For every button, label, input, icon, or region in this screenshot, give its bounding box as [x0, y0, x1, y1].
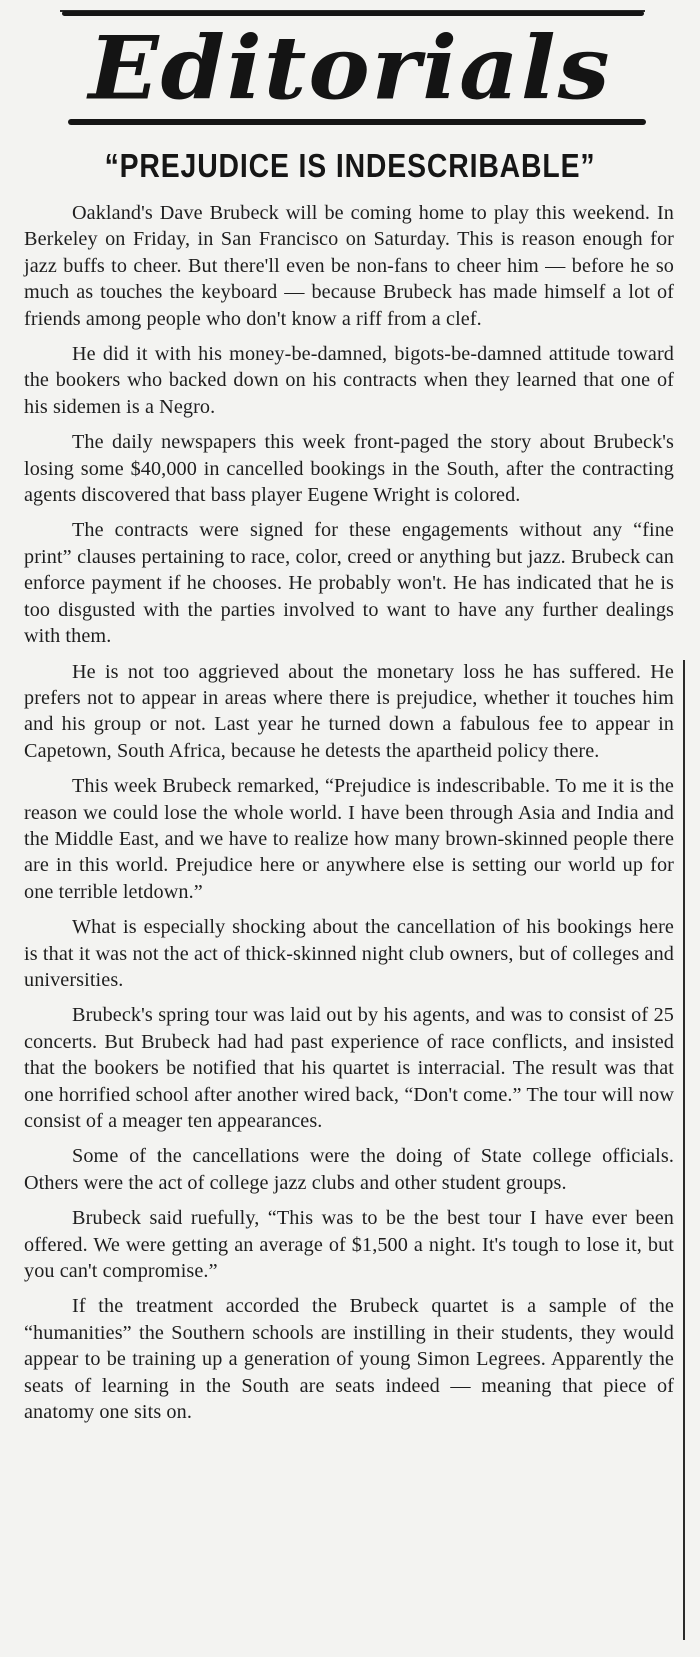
masthead-underline	[68, 119, 646, 125]
paragraph: This week Brubeck remarked, “Prejudice is indescribable. To me it is the reason we could lose the whole world. I have been through Asia and India and the Middle East, and we have to realize how many brown-skinned people there are in this world. Prejudice here or anywhere else is setting our world up for one terrible letdown.”	[24, 775, 674, 903]
paragraph: Oakland's Dave Brubeck will be coming home to play this weekend. In Berkeley on Friday, in San Francisco on Saturday. This is reason enough for jazz buffs to cheer. But there'll even be non-fans to cheer him — before he so much as touches the keyboard — because Brubeck has made himself a lot of friends among people who don't know a riff from a clef.	[24, 202, 674, 330]
paragraph: The daily newspapers this week front-paged the story about Brubeck's losing some $40,000 in cancelled bookings in the South, after the contracting agents discovered that bass player Eugene Wright is colored.	[24, 431, 674, 507]
paragraph: The contracts were signed for these engagements without any “fine print” clauses pertaining to race, color, creed or anything but jazz. Brubeck can enforce payment if he chooses. He probably won't. He has indicated that he is too disgusted with the parties involved to want to have any further dealings with them.	[24, 519, 674, 648]
top-rule	[62, 11, 644, 16]
article-headline: “PREJUDICE IS INDESCRIBABLE”	[104, 147, 596, 184]
column-rule	[683, 660, 685, 1640]
paragraph: He did it with his money-be-damned, bigots-be-damned attitude toward the bookers who backed down on his contracts when they learned that one of his sidemen is a Negro.	[24, 343, 674, 418]
paragraph: He is not too aggrieved about the monetary loss he has suffered. He prefers not to appear in areas where there is prejudice, whether it touches him and his group or not. Last year he turned down a fabulous fee to appear in Capetown, South Africa, because he detests the apartheid policy there.	[24, 660, 674, 762]
article-body	[24, 200, 674, 1434]
paragraph: Brubeck's spring tour was laid out by his agents, and was to consist of 25 concerts. But Brubeck had had past experience of race conflicts, and insisted that the bookers be notified that his quartet is interracial. The result was that one horrified school after another wired back, “Don't come.” The tour will now consist of a meager ten appearances.	[24, 1004, 674, 1132]
paragraph: What is especially shocking about the cancellation of his bookings here is that it was not the act of thick-skinned night club owners, but of colleges and universities.	[24, 916, 674, 991]
paragraph: Some of the cancellations were the doing of State college officials. Others were the act of college jazz clubs and other student groups.	[24, 1145, 674, 1194]
paragraph: Brubeck said ruefully, “This was to be the best tour I have ever been offered. We were getting an average of $1,500 a night. It's tough to lose it, but you can't compromise.”	[24, 1207, 674, 1283]
section-masthead: Editorials	[88, 16, 612, 120]
paragraph: If the treatment accorded the Brubeck quartet is a sample of the “humanities” the Southern schools are instilling in their students, they would appear to be training up a generation of young Simon Legrees. Apparently the seats of learning in the South are seats indeed — meaning that piece of anatomy one sits on.	[24, 1295, 674, 1424]
